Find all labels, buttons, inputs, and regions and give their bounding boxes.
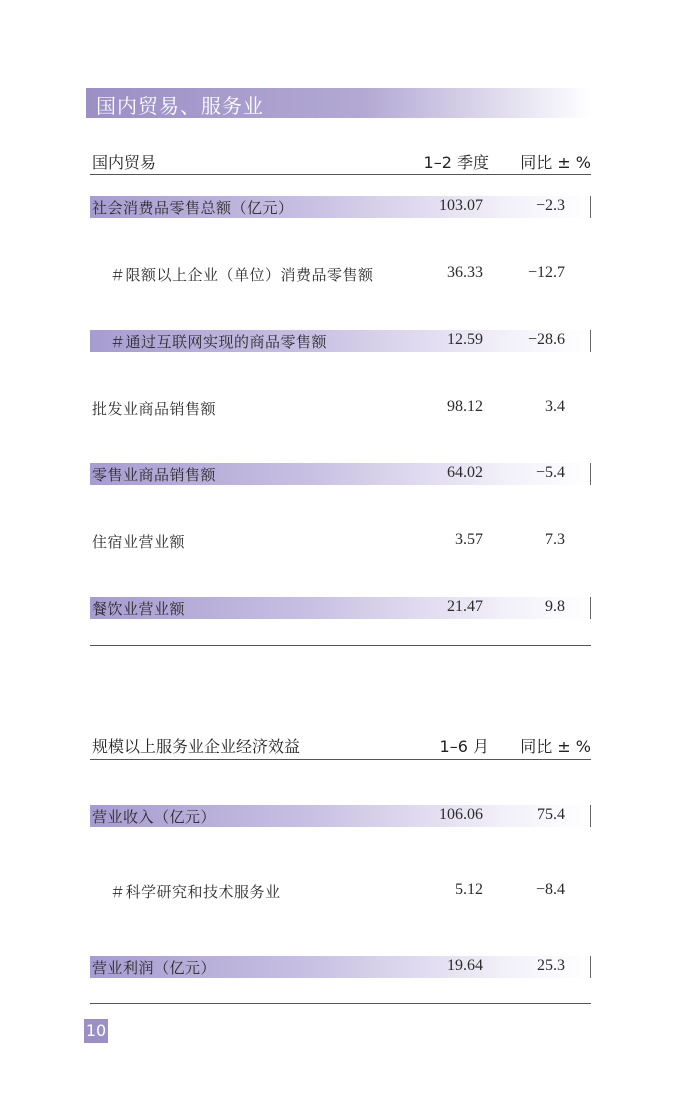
table-row [90, 597, 591, 619]
row-value: 106.06 [439, 806, 483, 823]
row-label: 餐饮业营业额 [92, 600, 186, 618]
services-header-label: 规模以上服务业企业经济效益 [92, 737, 301, 756]
row-label: 社会消费品零售总额（亿元） [92, 199, 294, 217]
row-label: ＃限额以上企业（单位）消费品零售额 [110, 266, 374, 284]
table-row [90, 263, 591, 285]
table-row [90, 880, 591, 902]
row-label: 营业收入（亿元） [92, 808, 217, 826]
row-yoy: −8.4 [535, 881, 565, 898]
services-header-period: 1–6 月 [439, 737, 489, 756]
row-yoy: 7.3 [545, 531, 565, 548]
row-value: 3.57 [455, 531, 483, 548]
row-end-tick [590, 956, 591, 978]
row-label: 零售业商品销售额 [92, 466, 217, 484]
services-header-yoy: 同比 ± % [520, 737, 591, 756]
row-yoy: −5.4 [535, 464, 565, 481]
row-value: 21.47 [447, 598, 483, 615]
page-number: 10 [84, 1019, 108, 1043]
row-yoy: 25.3 [537, 957, 565, 974]
row-value: 12.59 [447, 331, 483, 348]
row-end-tick [590, 330, 591, 352]
row-value: 19.64 [447, 957, 483, 974]
table-row [90, 805, 591, 827]
table-row [90, 196, 591, 218]
row-yoy: −28.6 [527, 331, 565, 348]
section-banner [86, 88, 592, 118]
trade-table-header [90, 146, 591, 176]
table-row [90, 463, 591, 485]
table-row [90, 330, 591, 352]
row-end-tick [590, 196, 591, 218]
row-yoy: −12.7 [527, 264, 565, 281]
row-value: 64.02 [447, 464, 483, 481]
row-yoy: −2.3 [535, 197, 565, 214]
row-end-tick [590, 805, 591, 827]
services-table-header [90, 730, 591, 760]
row-value: 98.12 [447, 398, 483, 415]
trade-bottom-rule [90, 645, 591, 646]
row-label: 营业利润（亿元） [92, 959, 217, 977]
row-label: ＃通过互联网实现的商品零售额 [110, 333, 328, 351]
row-value: 36.33 [447, 264, 483, 281]
trade-header-label: 国内贸易 [92, 153, 157, 172]
row-yoy: 3.4 [545, 398, 565, 415]
table-row [90, 397, 591, 419]
table-row [90, 530, 591, 552]
trade-header-yoy: 同比 ± % [520, 153, 591, 172]
services-header-rule [90, 759, 591, 760]
row-label: ＃科学研究和技术服务业 [110, 883, 281, 901]
row-value: 103.07 [439, 197, 483, 214]
trade-header-rule [90, 174, 591, 175]
row-end-tick [590, 463, 591, 485]
section-title: 国内贸易、服务业 [96, 94, 264, 118]
table-row [90, 956, 591, 978]
row-end-tick [590, 597, 591, 619]
trade-header-period: 1–2 季度 [423, 153, 489, 172]
row-yoy: 9.8 [545, 598, 565, 615]
services-bottom-rule [90, 1003, 591, 1004]
row-value: 5.12 [455, 881, 483, 898]
row-label: 住宿业营业额 [92, 533, 186, 551]
row-label: 批发业商品销售额 [92, 400, 217, 418]
row-yoy: 75.4 [537, 806, 565, 823]
